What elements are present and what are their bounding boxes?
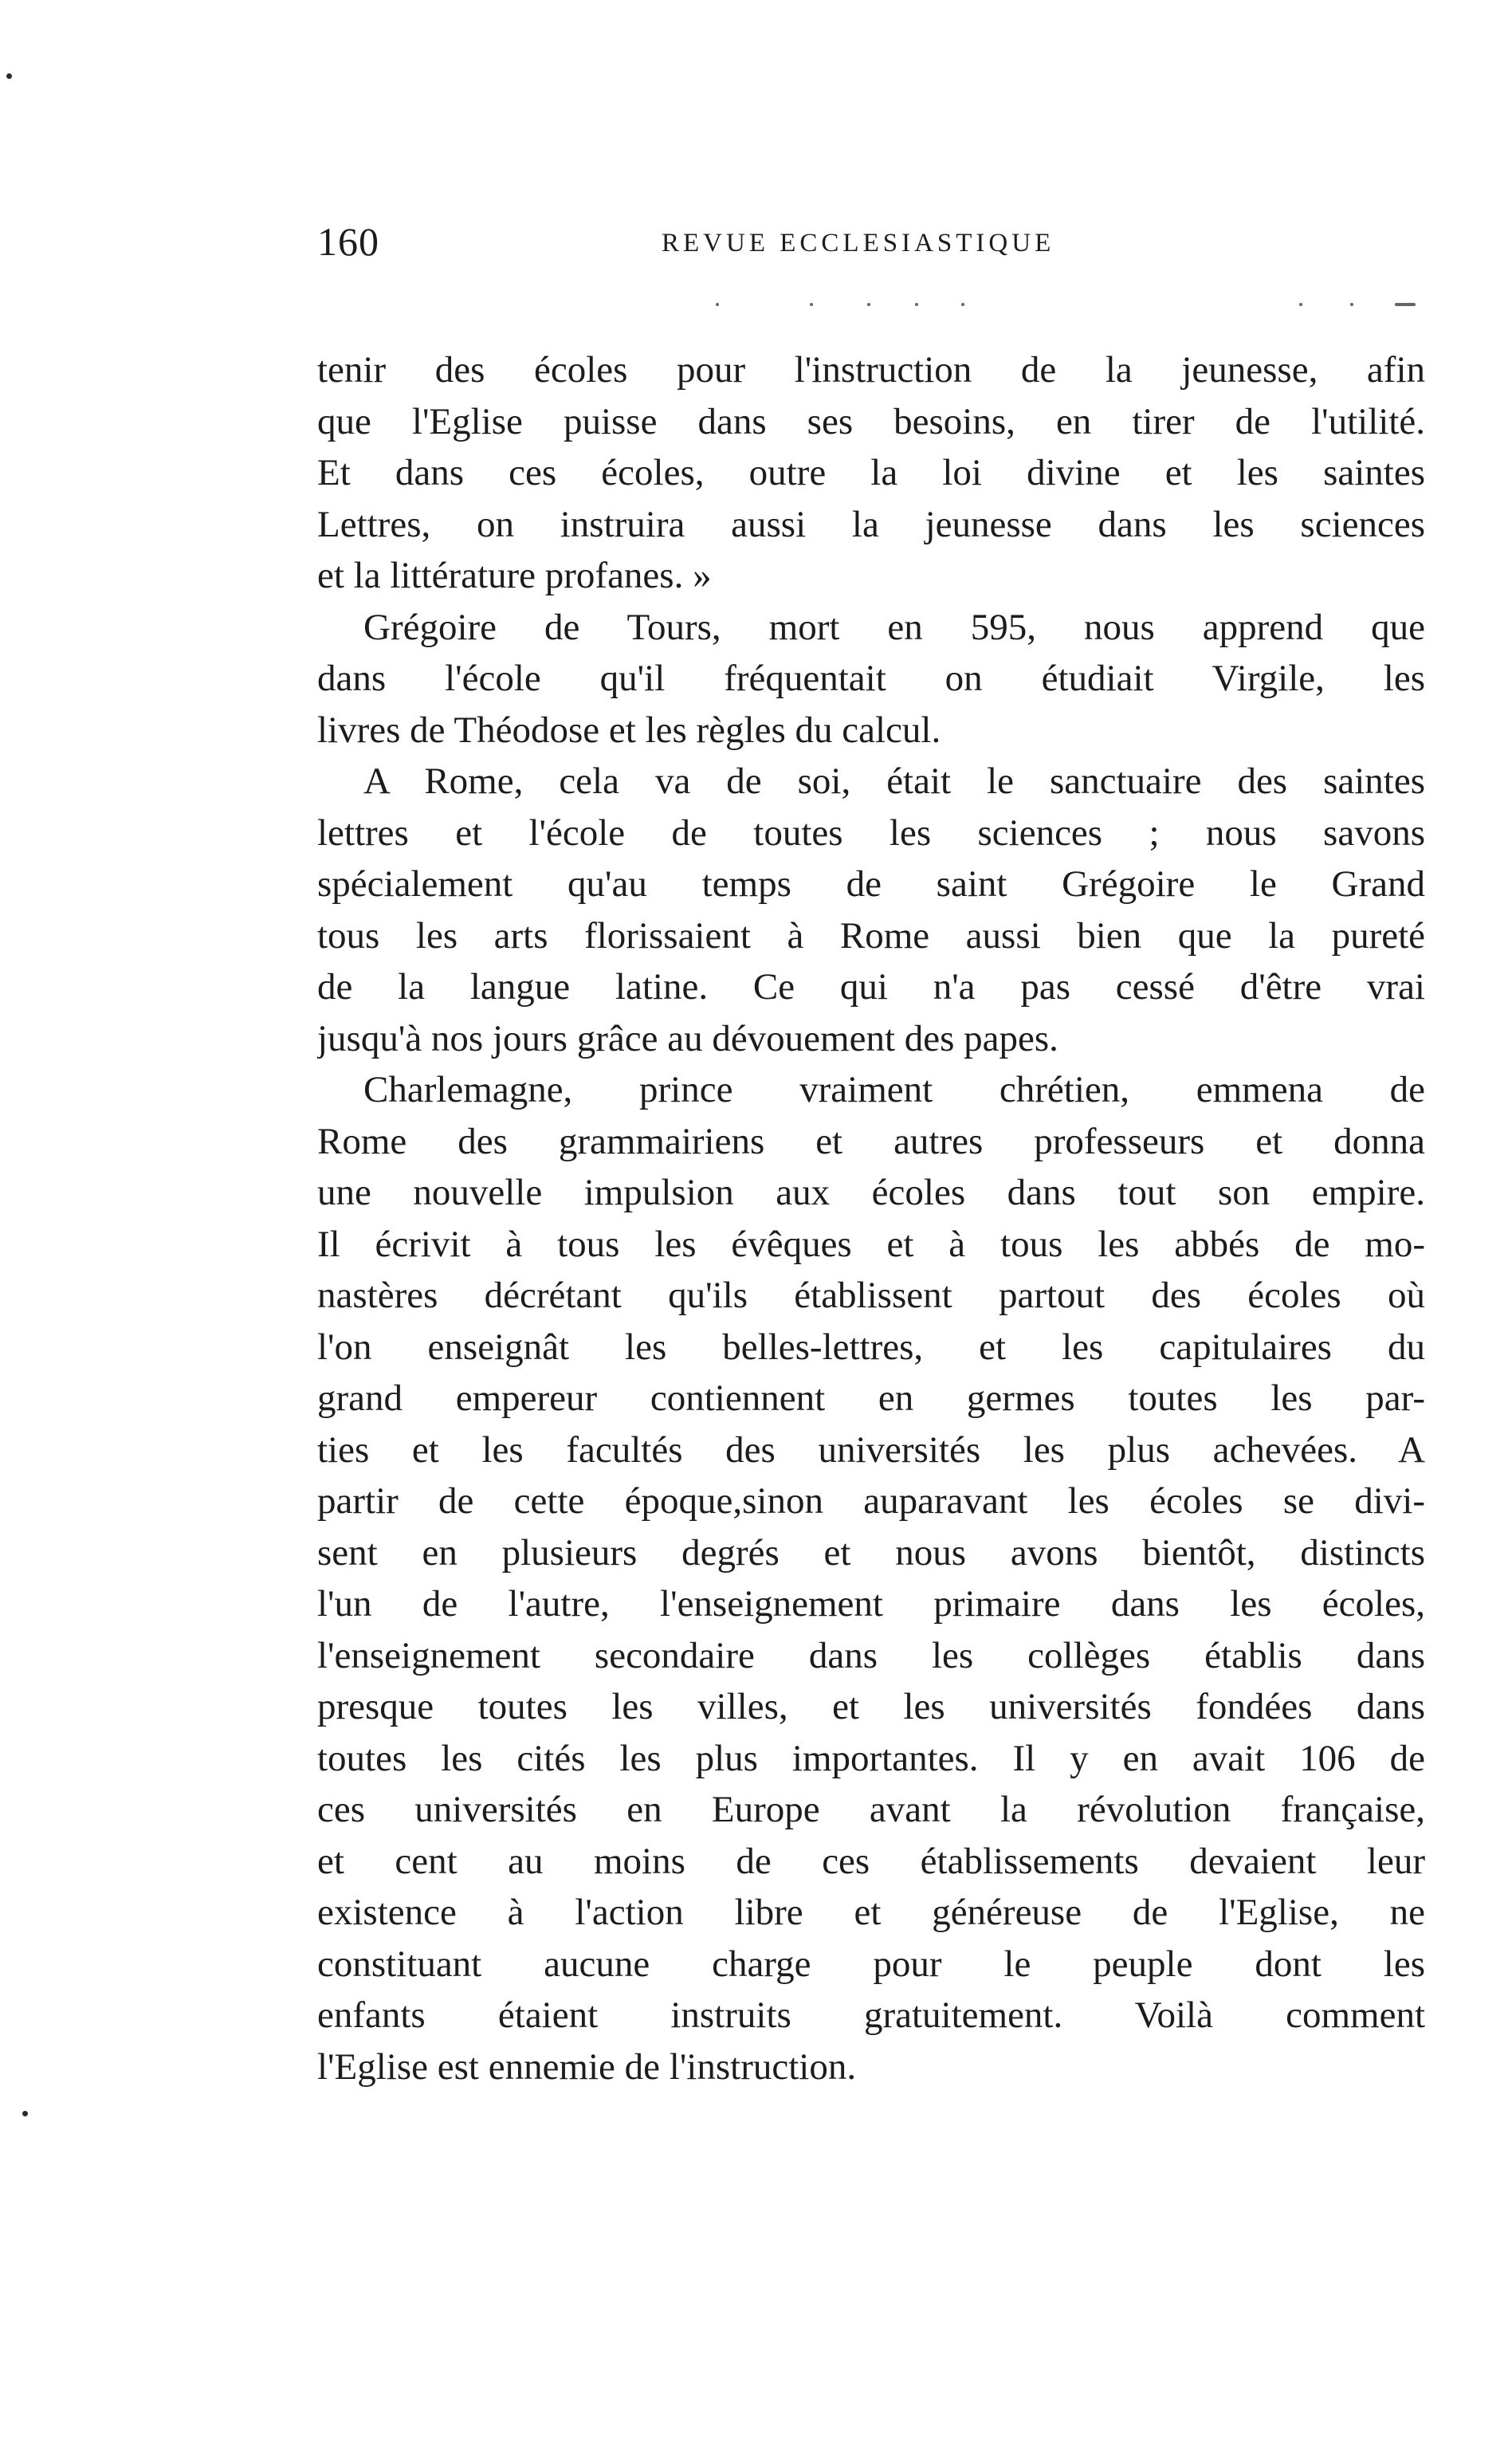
- text-line: jusqu'à nos jours grâce au dévouement des papes.: [317, 1017, 1058, 1059]
- text-line: nastères décrétant qu'ils établissent partout des écoles où: [317, 1275, 1425, 1316]
- text-line: livres de Théodose et les règles du calcul.: [317, 709, 941, 751]
- text-line: Il écrivit à tous les évêques et à tous les abbés de mo-: [317, 1223, 1425, 1265]
- page-number: 160: [317, 219, 379, 264]
- text-line: sent en plusieurs degrés et nous avons bientôt, distincts: [317, 1531, 1425, 1574]
- text-line: grand empereur contiennent en germes toutes les par-: [317, 1377, 1425, 1419]
- text-line: lettres et l'école de toutes les sciences ; nous savons: [317, 811, 1425, 854]
- text-line: que l'Eglise puisse dans ses besoins, en tirer de l'utilité.: [317, 400, 1425, 442]
- text-line: l'un de l'autre, l'enseignement primaire dans les écoles,: [317, 1583, 1425, 1625]
- text-line: Lettres, on instruira aussi la jeunesse dans les sciences: [317, 503, 1425, 545]
- text-line: presque toutes les villes, et les universités fondées dans: [317, 1686, 1425, 1727]
- scan-speck: [22, 2111, 28, 2116]
- running-head: REVUE ECCLESIASTIQUE: [662, 229, 1055, 257]
- text-line: ces universités en Europe avant la révolution française,: [317, 1789, 1425, 1830]
- text-line: de la langue latine. Ce qui n'a pas cessé d'être vrai: [317, 966, 1425, 1008]
- text-line: l'enseignement secondaire dans les collèges établis dans: [317, 1634, 1425, 1676]
- text-line: enfants étaient instruits gratuitement. Voilà comment: [317, 1994, 1425, 2036]
- scan-speck: [6, 73, 12, 79]
- body-text: [317, 344, 1425, 2092]
- text-line: et cent au moins de ces établissements devaient leur: [317, 1840, 1425, 1882]
- text-line: spécialement qu'au temps de saint Grégoire le Grand: [317, 863, 1425, 905]
- text-line: l'Eglise est ennemie de l'instruction.: [317, 2045, 857, 2088]
- page-header: [317, 214, 1425, 269]
- text-line: constituant aucune charge pour le peuple dont les: [317, 1943, 1425, 1985]
- text-line: dans l'école qu'il fréquentait on étudiait Virgile, les: [317, 658, 1425, 699]
- text-line: tenir des écoles pour l'instruction de la jeunesse, afin: [317, 349, 1425, 391]
- text-line: partir de cette époque,sinon auparavant les écoles se divi-: [317, 1480, 1425, 1522]
- text-line: A Rome, cela va de soi, était le sanctuaire des saintes: [363, 760, 1425, 802]
- text-line: l'on enseignât les belles-lettres, et les capitulaires du: [317, 1326, 1425, 1368]
- text-line: ties et les facultés des universités les plus achevées. A: [317, 1428, 1425, 1471]
- text-line: et la littérature profanes. »: [317, 555, 712, 596]
- text-line: Grégoire de Tours, mort en 595, nous apprend que: [363, 606, 1425, 648]
- text-line: Charlemagne, prince vraiment chrétien, emmena de: [363, 1069, 1425, 1110]
- text-line: Et dans ces écoles, outre la loi divine et les saintes: [317, 452, 1425, 493]
- text-line: Rome des grammairiens et autres professeurs et donna: [317, 1120, 1425, 1162]
- text-line: une nouvelle impulsion aux écoles dans tout son empire.: [317, 1172, 1425, 1213]
- text-line: tous les arts florissaient à Rome aussi bien que la pureté: [317, 914, 1425, 957]
- text-line: existence à l'action libre et généreuse de l'Eglise, ne: [317, 1892, 1425, 1933]
- header-separator: [317, 303, 1425, 308]
- text-line: toutes les cités les plus importantes. Il y en avait 106 de: [317, 1737, 1425, 1779]
